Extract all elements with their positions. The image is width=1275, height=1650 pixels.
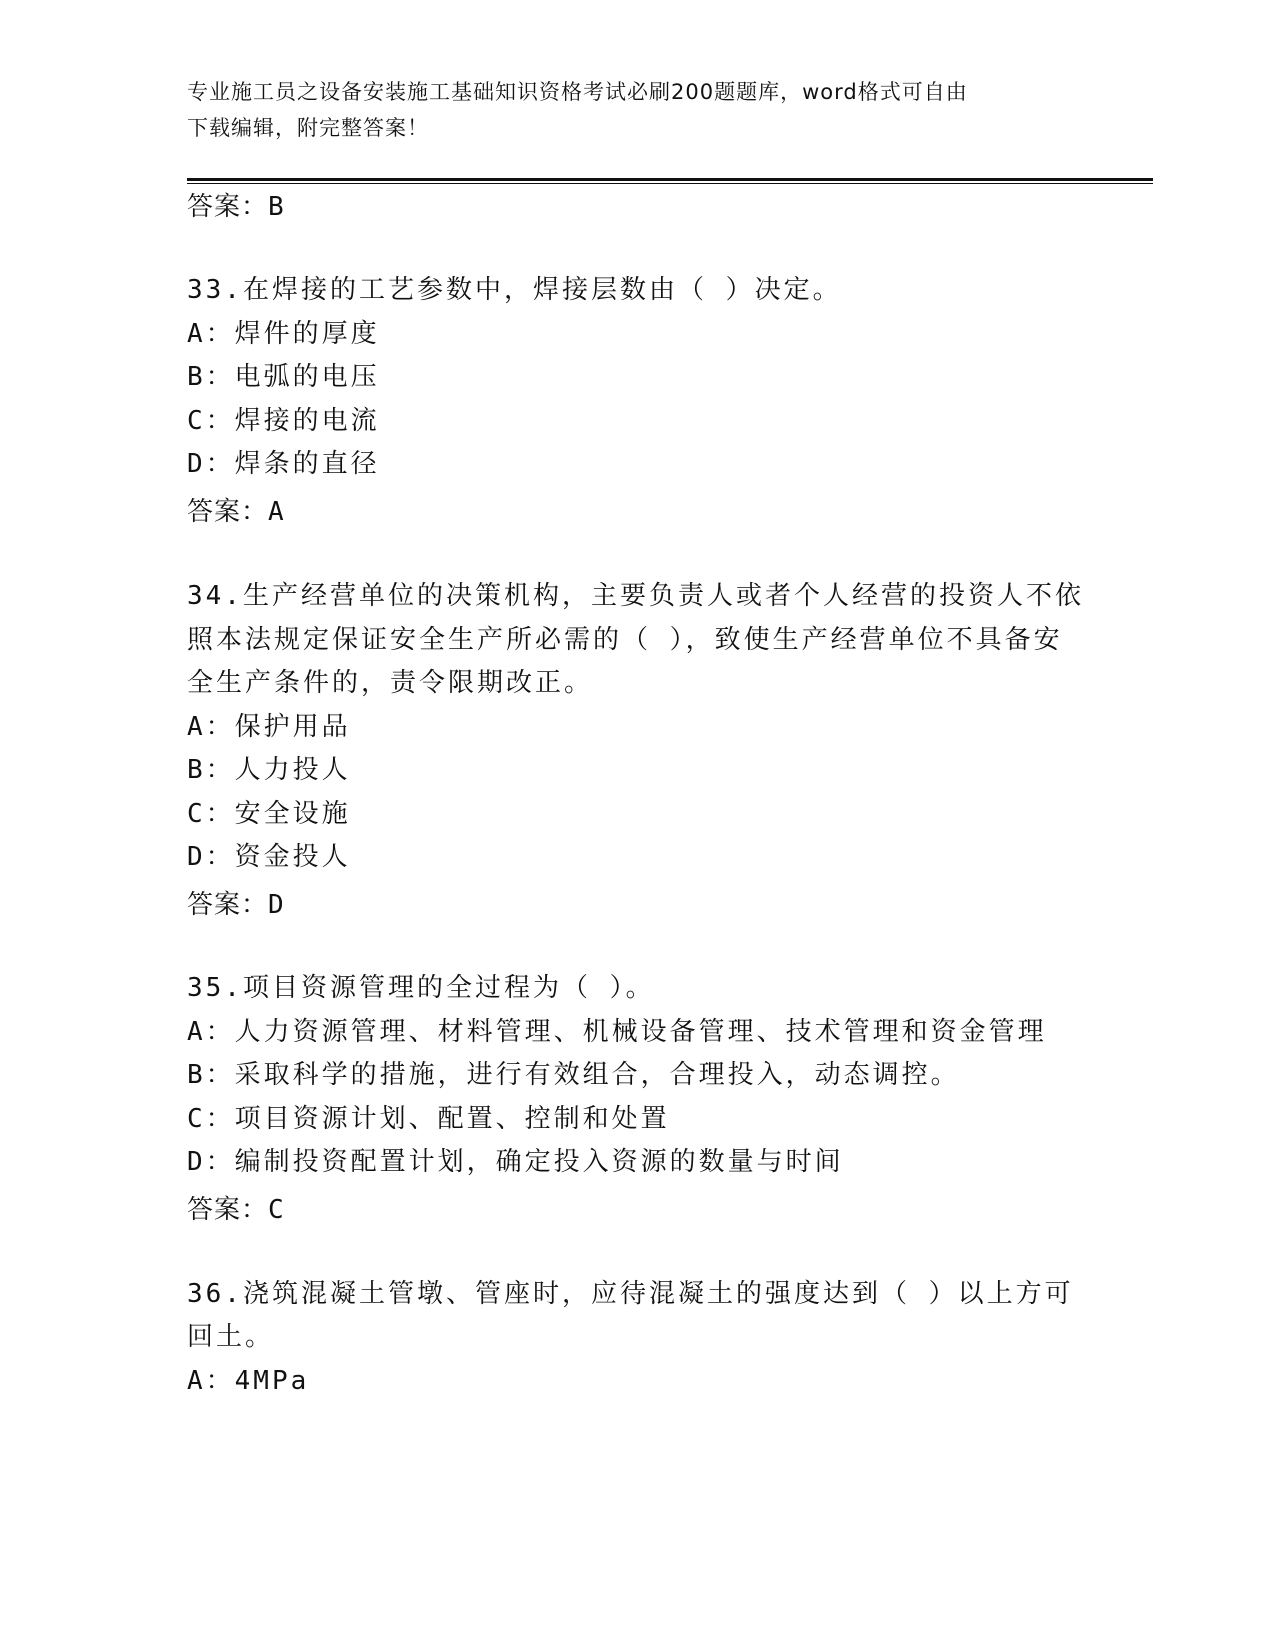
answer-label: 答案： (187, 890, 269, 920)
answer-line (187, 192, 285, 222)
question-36-text-line-2: 回土。 (187, 1322, 275, 1352)
question-35-option-d: D：编制投资配置计划，确定投入资源的数量与时间 (187, 1147, 844, 1177)
answer-value: B (268, 192, 285, 222)
question-36-option-a: A：4MPa (187, 1366, 310, 1396)
answer-value: D (268, 890, 285, 920)
question-35-option-c: C：项目资源计划、配置、控制和处置 (187, 1104, 670, 1134)
question-34-text-line-3: 全生产条件的，责令限期改正。 (187, 668, 594, 698)
question-36-text-line-1: 36.浇筑混凝土管墩、管座时，应待混凝土的强度达到（ ）以上方可 (187, 1279, 1074, 1309)
answer-label: 答案： (187, 1195, 269, 1225)
question-33-option-c: C：焊接的电流 (187, 406, 380, 436)
document-header (187, 74, 1067, 146)
answer-value: C (268, 1195, 285, 1225)
question-35-answer (187, 1195, 285, 1225)
question-34-text-line-1: 34.生产经营单位的决策机构，主要负责人或者个人经营的投资人不依 (187, 581, 1084, 611)
header-rule-thin (187, 183, 1153, 184)
question-35-option-a: A：人力资源管理、材料管理、机械设备管理、技术管理和资金管理 (187, 1017, 1047, 1047)
question-33-option-a: A：焊件的厚度 (187, 319, 380, 349)
question-33-answer (187, 497, 285, 527)
answer-label: 答案： (187, 192, 269, 222)
answer-value: A (268, 497, 285, 527)
header-line-2: 下载编辑，附完整答案！ (187, 116, 429, 140)
question-33-option-d: D：焊条的直径 (187, 449, 380, 479)
header-rule-thick (187, 178, 1153, 181)
question-35-option-b: B：采取科学的措施，进行有效组合，合理投入，动态调控。 (187, 1060, 960, 1090)
question-34-option-c: C：安全设施 (187, 799, 351, 829)
question-34-option-d: D：资金投人 (187, 842, 351, 872)
question-33-option-b: B：电弧的电压 (187, 362, 380, 392)
question-33-text: 33.在焊接的工艺参数中，焊接层数由（ ）决定。 (187, 275, 842, 305)
question-34-option-a: A：保护用品 (187, 712, 351, 742)
question-34-answer (187, 890, 285, 920)
header-line-1: 专业施工员之设备安装施工基础知识资格考试必刷200题题库，word格式可自由 (187, 80, 968, 104)
question-34-text-line-2: 照本法规定保证安全生产所必需的（ ），致使生产经营单位不具备安 (187, 625, 1063, 655)
question-35-text: 35.项目资源管理的全过程为（ ）。 (187, 973, 655, 1003)
question-34-option-b: B：人力投人 (187, 755, 351, 785)
answer-label: 答案： (187, 497, 269, 527)
